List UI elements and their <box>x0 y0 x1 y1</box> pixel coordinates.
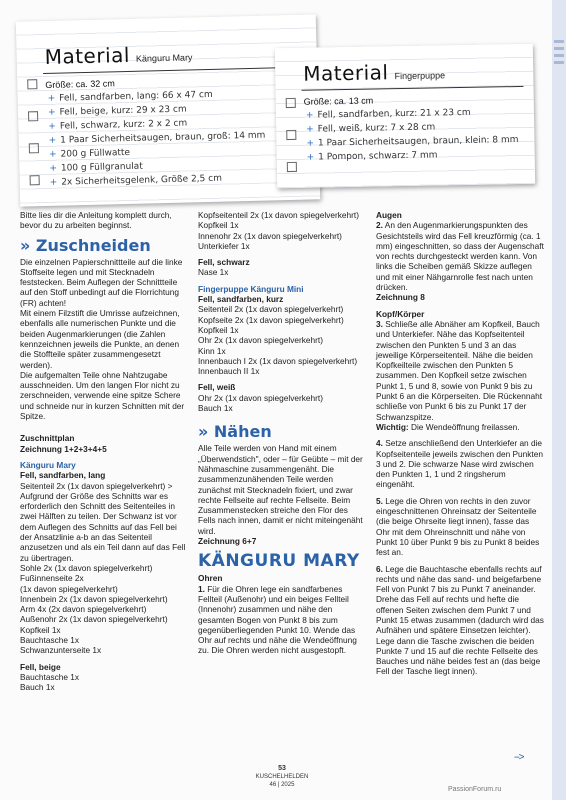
subheading-kaenguru-mary: Känguru Mary <box>20 459 76 470</box>
heading-zuschneiden: » Zuschneiden <box>20 235 151 255</box>
material-list <box>276 105 535 165</box>
subheading-zeichnung: Zeichnung 8 <box>376 292 425 303</box>
list-item: Kopfkeil 1x <box>20 624 61 635</box>
list-item: Unterkiefer 1x <box>198 240 250 251</box>
list-item: Bauchtasche 1x <box>20 634 80 645</box>
page-edge-tab <box>552 0 566 800</box>
intro-text: Bitte lies dir die Anleitung komplett durch, bevor du zu arbeiten beginnst. <box>20 210 172 231</box>
column-3 <box>376 210 544 677</box>
tab-notch <box>554 54 564 57</box>
material-item: + Fell, sandfarben, kurz: 21 x 23 cm <box>305 107 471 121</box>
list-item: Ohr 2x (1x davon spiegelverkehrt) <box>198 392 323 403</box>
list-item: (1x davon spiegelverkehrt) <box>20 583 118 594</box>
tab-notch <box>554 40 564 43</box>
watermark: PassionForum.ru <box>448 786 502 793</box>
paragraph: Die einzelnen Papierschnittteile auf die linke Stoffseite legen und mit Stecknadeln feststecken. Beim Auflegen der Schnittteile auf den Stoff unbedingt auf die Florrichtung (FR) achten! <box>20 256 183 308</box>
list-item: Kopfkeil 1x <box>198 220 239 231</box>
step-6: 6. Lege die Bauchtasche ebenfalls rechts auf rechts und nähe das sand- und beigefarbene Fell von Punkt 7 bis zu Punkt 7 aneinander. Drehe das Fell auf rechts und hefte die offenen Seiten zwischen dem Punkt 7 und Punkt 15 etwas zusammen (dadurch wird das Aufnähen und spätere Einsetzen leichter). Lege dann die Tasche zwischen die beiden Punkte 7 und 15 auf die rechte Fellseite des Bauches und nähe beides fest an (das beige Fell der Tasche liegt innen). <box>376 563 544 677</box>
step-2: 2. An den Augenmarkierungspunkten des Gesichtsteils wird das Fell kreuzförmig (ca. 1 mm) eingeschnitten, so dass der Augenschaft von rechts durchgesteckt werden kann. Von links die Scheiben gemäß Skizze auflegen und mit einer Nähgarnrolle fest nach unten drücken. <box>376 220 544 293</box>
subheading-augen: Augen <box>376 210 402 220</box>
column-1 <box>20 210 190 692</box>
paragraph: Die aufgemalten Teile ohne Nahtzugabe ausschneiden. Um den langen Flor nicht zu zerschneiden, verwende eine spitze Schere und schneide nur in kurzen Schnitten mit der Spitze. <box>20 369 185 422</box>
heading-kaenguru-mary: KÄNGURU MARY <box>198 551 360 572</box>
material-item: + Fell, weiß, kurz: 7 x 28 cm <box>306 122 436 135</box>
material-card-kaenguru <box>16 14 320 206</box>
material-item: + 200 g Füllwatte <box>48 147 131 160</box>
list-item: Seitenteil 2x (1x davon spiegelverkehrt) <box>198 304 344 315</box>
subheading-zeichnung: Zeichnung 1+2+3+4+5 <box>20 443 107 454</box>
material-item: + 2x Sicherheitsgelenk, Größe 2,5 cm <box>49 173 223 188</box>
material-item: + Fell, sandfarben, lang: 66 x 47 cm <box>47 89 213 104</box>
heading-naehen: » Nähen <box>198 422 272 442</box>
tab-notch <box>554 61 564 64</box>
material-title: Material <box>44 42 131 69</box>
material-item: + 100 g Füllgranulat <box>49 161 143 174</box>
list-item: Sohle 2x (1x davon spiegelverkehrt) <box>20 562 153 573</box>
checkbox-icon <box>287 162 297 172</box>
checkbox-icon <box>30 175 40 185</box>
list-item: Ohr 2x (1x davon spiegelverkehrt) <box>198 335 323 346</box>
note-wichtig: Wichtig: Die Wendeöffnung freilassen. <box>376 421 520 432</box>
subheading-fingerpuppe: Fingerpuppe Känguru Mini <box>198 283 304 294</box>
material-subtitle: Fingerpuppe <box>394 70 446 82</box>
step-4: 4. Setze anschließend den Unterkiefer an die Kopfseitenteile jeweils zwischen den Punkten 3 und 2. Die schwarze Nase wird zwischen den Punkten 1, 1 und 2 ringsherum eingenäht. <box>376 438 543 490</box>
material-list <box>18 85 320 190</box>
subheading-fell-weiss: Fell, weiß <box>198 382 236 393</box>
list-item: Innenbauch I 2x (1x davon spiegelverkehrt) <box>198 355 358 366</box>
size-label: Größe: ca. 13 cm <box>303 95 374 107</box>
subheading-zeichnung: Zeichnung 6+7 <box>198 536 257 547</box>
subheading-zuschnittplan: Zuschnittplan <box>20 433 75 444</box>
paragraph: Alle Teile werden von Hand mit einem „Überwendstich", oder – für Geübte – mit der Nähmaschine zusammengenäht. Die zusammenzunähenden Teile werden zunächst mit Stecknadeln fixiert, und zwar rechte Fellseite auf rechte Fellseite. Beim Zusammenstecken streiche den Flor des Fells nach innen, damit er nicht miteingenäht wird. <box>198 443 363 536</box>
list-item: Kopfseite 2x (1x davon spiegelverkehrt) <box>198 314 344 325</box>
material-item: + Fell, beige, kurz: 29 x 23 cm <box>47 104 187 118</box>
list-item: Schwanzunterseite 1x <box>20 645 102 656</box>
checkbox-icon <box>28 111 38 121</box>
subheading-kopf-koerper: Kopf/Körper <box>376 308 425 319</box>
subheading-fell-lang: Fell, sandfarben, lang <box>20 470 106 481</box>
list-item: Kopfkeil 1x <box>198 324 239 335</box>
list-item: Bauchtasche 1x <box>20 671 80 682</box>
list-item: Arm 4x (2x davon spiegelverkehrt) <box>20 604 147 615</box>
list-item: Bauch 1x <box>20 682 55 693</box>
continue-arrow-icon: --> <box>514 752 524 763</box>
checkbox-icon <box>29 143 39 153</box>
list-item: Kopfseitenteil 2x (1x davon spiegelverkehrt) <box>198 210 359 220</box>
list-item: Außenohr 2x (1x davon spiegelverkehrt) <box>20 614 168 625</box>
material-item: + 1 Paar Sicherheitsaugen, braun, klein: 8 mm <box>306 135 519 149</box>
step-3: 3. Schließe alle Abnäher am Kopfkeil, Bauch und Unterkiefer. Nähe das Kopfseitenteil zwischen den Punkten 5 und 3 an das jeweilige Körperseitenteil. Nähe die beiden Kopfkeilteile zwischen den Punkten 5 zusammen. Den Kopfkeil setze zwischen Punkt 1, 5 und 8, sowie von Punkt 9 bis zu Punkt 6 an die Körperseiten. Die Rückennaht schließe von Punkt 6 bis zu Punkt 17 der Schwanzspitze. <box>376 318 543 422</box>
material-item: + 1 Paar Sicherheitsaugen, braun, groß: 14 mm <box>48 130 266 146</box>
subheading-fell-kurz: Fell, sandfarben, kurz <box>198 294 284 305</box>
column-2 <box>198 210 366 656</box>
material-title: Material <box>303 60 389 86</box>
list-item: Bauch 1x <box>198 403 233 414</box>
subheading-fell-schwarz: Fell, schwarz <box>198 257 250 268</box>
step-5: 5. Lege die Ohren von rechts in den zuvor eingeschnittenen Ohreinsatz der Seitenteile (die beige Ohrseite liegt innen), fasse das Ohr mit dem Ohreinschnitt und nähe von Punkt 10 über Punkt 9 bis zu Punkt 8 beides fest an. <box>376 495 540 558</box>
title-underline <box>302 86 524 91</box>
subheading-ohren: Ohren <box>198 573 223 584</box>
issue-number: 46 | 2025 <box>269 782 295 788</box>
size-label: Größe: ca. 32 cm <box>45 78 115 90</box>
material-item: + 1 Pompon, schwarz: 7 mm <box>306 150 438 163</box>
material-card-fingerpuppe <box>275 44 535 188</box>
checkbox-icon <box>286 130 296 140</box>
list-item: Innenohr 2x (1x davon spiegelverkehrt) <box>198 230 342 241</box>
list-item: Innenbauch II 1x <box>198 366 260 377</box>
page-footer <box>252 765 312 789</box>
paragraph: Mit einem Filzstift die Umrisse aufzeichnen, ebenfalls alle numerischen Punkte und die beiden Augenmarkierungen (die Zahlen kennzeichnen jeweils die Punkte, an denen die Stoffteile später zusammengesetzt werden). <box>20 308 180 370</box>
magazine-name: KUSCHELHELDEN <box>255 774 309 780</box>
list-item: Innenbein 2x (1x davon spiegelverkehrt) <box>20 593 168 604</box>
list-item: Kinn 1x <box>198 345 226 356</box>
paragraph: Seitenteil 2x (1x davon spiegelverkehrt) > Aufgrund der Größe des Schnitts war es erforderlich den Schnitt des Seitenteiles in zwei Hälften zu teilen. Der Schwanz ist vor dem Auflegen des Schnitts auf das Fell bei der Ansatzlinie a-b an das Seitenteil anzusetzen und als ein Teil dann auf das Fell zu übertragen. <box>20 480 186 563</box>
subheading-fell-beige: Fell, beige <box>20 661 61 672</box>
list-item: Nase 1x <box>198 267 229 278</box>
material-item: + Fell, schwarz, kurz: 2 x 2 cm <box>48 118 188 132</box>
material-subtitle: Känguru Mary <box>135 52 193 64</box>
page-number: 53 <box>278 765 286 772</box>
list-item: Fußinnenseite 2x <box>20 573 84 584</box>
step-1: 1. Für die Ohren lege ein sandfarbenes Fellteil (Außenohr) und ein beiges Fellteil (Innenohr) zusammen und nähe den gesamten Bogen von Punkt 8 bis zum gegenüberliegenden Punkt 10. Wende das Ohr auf rechts und nähe die Wendeöffnung zu. Die Ohren werden nicht ausgestopft. <box>198 583 357 656</box>
tab-notch <box>554 47 564 50</box>
checkbox-icon <box>286 98 296 108</box>
checkbox-icon <box>27 79 37 89</box>
